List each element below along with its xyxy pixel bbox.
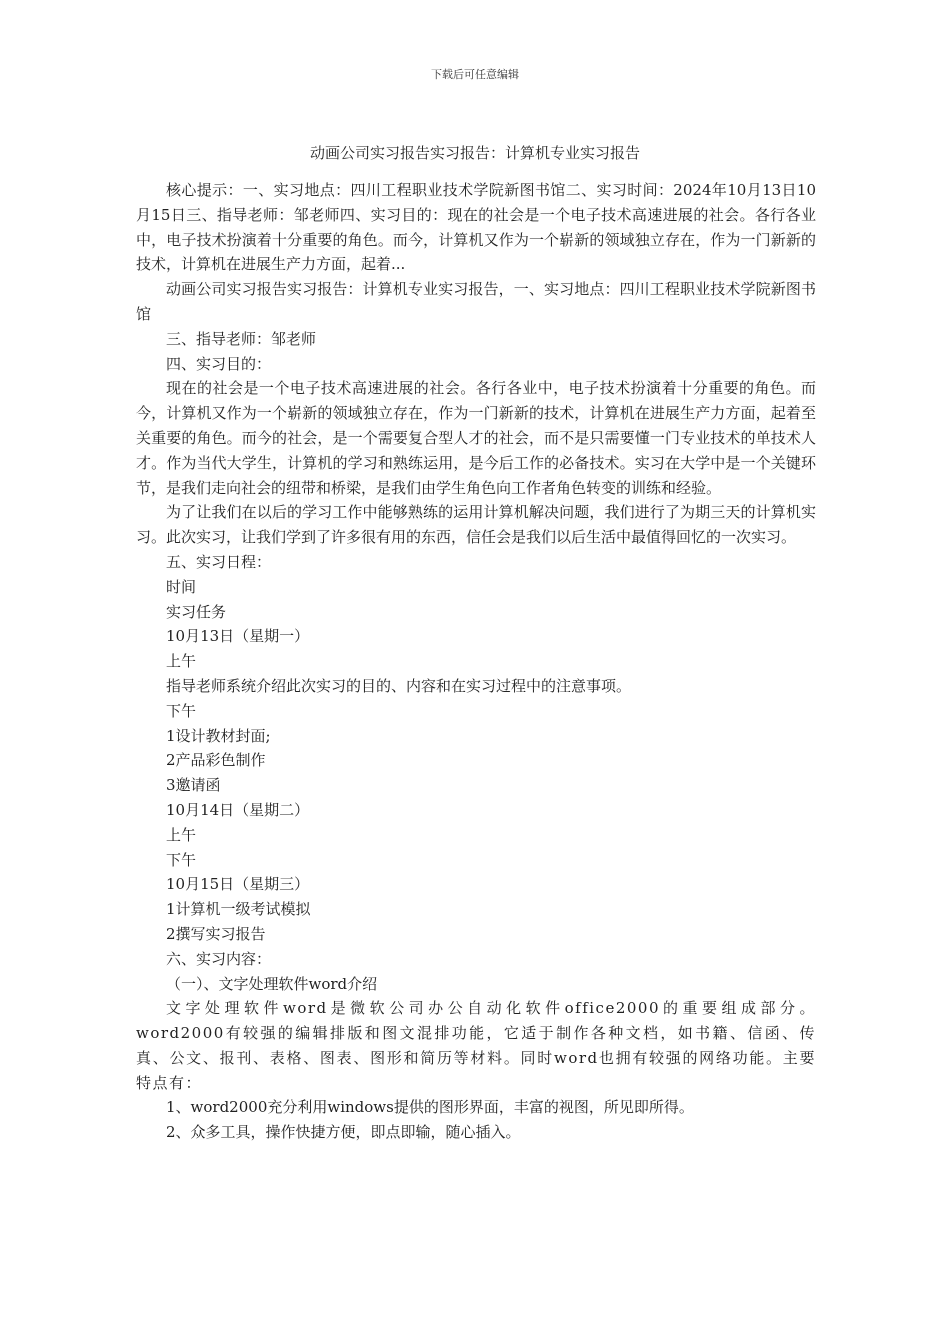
schedule-line: 10月15日（星期三）: [166, 875, 310, 894]
paragraph-purpose: 现在的社会是一个电子技术高速进展的社会。各行各业中，电子技术扮演着十分重要的角色。而今，计算机又作为一个崭新的领域独立存在，作为一门新新的技术，计算机在进展生产力方面，起着至关重要的角色。而今的社会，是一个需要复合型人才的社会，而不是只需要懂一门专业技术的单技术人才。作为当代大学生，计算机的学习和熟练运用，是今后工作的必备技术。实习在大学中是一个关键环节，是我们走向社会的纽带和桥梁，是我们由学生角色向工作者角色转变的训练和经验。: [136, 379, 816, 497]
feature-item: 2、众多工具，操作快捷方便，即点即输，随心插入。: [166, 1123, 521, 1142]
paragraph-supervisor: 三、指导老师：邹老师: [166, 329, 317, 348]
subsection-heading-word: （一）、文字处理软件word介绍: [166, 974, 378, 993]
paragraph-word-intro: 文字处理软件word是微软公司办公自动化软件office2000的重要组成部分。word2000有较强的编辑排版和图文混排功能，它适于制作各种文档，如书籍、信函、传真、公文、报刊、表格、图表、图形和简历等材料。同时word也拥有较强的网络功能。主要特点有：: [136, 999, 816, 1092]
schedule-line: 下午: [166, 850, 197, 869]
schedule-line: 3邀请函: [166, 776, 221, 795]
schedule-line: 上午: [166, 652, 197, 671]
section-heading-schedule: 五、实习日程：: [166, 552, 272, 571]
schedule-line: 1计算机一级考试模拟: [166, 900, 311, 919]
paragraph-summary: 核心提示：一、实习地点：四川工程职业技术学院新图书馆二、实习时间：2024年10月13日10月15日三、指导老师：邹老师四、实习目的：现在的社会是一个电子技术高速进展的社会。各行各业中，电子技术扮演着十分重要的角色。而今，计算机又作为一个崭新的领域独立存在，作为一门新新的技术，计算机在进展生产力方面，起着...: [136, 181, 816, 274]
schedule-line: 10月14日（星期二）: [166, 800, 310, 819]
schedule-line: 上午: [166, 825, 197, 844]
feature-item: 1、word2000充分利用windows提供的图形界面，丰富的视图，所见即所得。: [166, 1098, 694, 1117]
schedule-line: 下午: [166, 701, 197, 720]
schedule-line: 时间: [166, 577, 197, 596]
section-heading-content: 六、实习内容：: [166, 949, 272, 968]
schedule-line: 1设计教材封面;: [166, 726, 271, 745]
header-note: 下载后可任意编辑: [431, 68, 519, 81]
schedule-line: 实习任务: [166, 602, 227, 621]
schedule-line: 2撰写实习报告: [166, 924, 266, 943]
document-body: [136, 178, 816, 1145]
schedule-line: 10月13日（星期一）: [166, 627, 310, 646]
document-title: 动画公司实习报告实习报告：计算机专业实习报告: [309, 144, 640, 162]
schedule-line: 指导老师系统介绍此次实习的目的、内容和在实习过程中的注意事项。: [166, 676, 632, 695]
paragraph-intro: 动画公司实习报告实习报告：计算机专业实习报告，一、实习地点：四川工程职业技术学院新图书馆: [136, 280, 816, 323]
section-heading-purpose: 四、实习目的：: [166, 354, 272, 373]
schedule-line: 2产品彩色制作: [166, 751, 266, 770]
paragraph-purpose-2: 为了让我们在以后的学习工作中能够熟练的运用计算机解决问题，我们进行了为期三天的计算机实习。此次实习，让我们学到了许多很有用的东西，信任会是我们以后生活中最值得回忆的一次实习。: [136, 503, 816, 547]
